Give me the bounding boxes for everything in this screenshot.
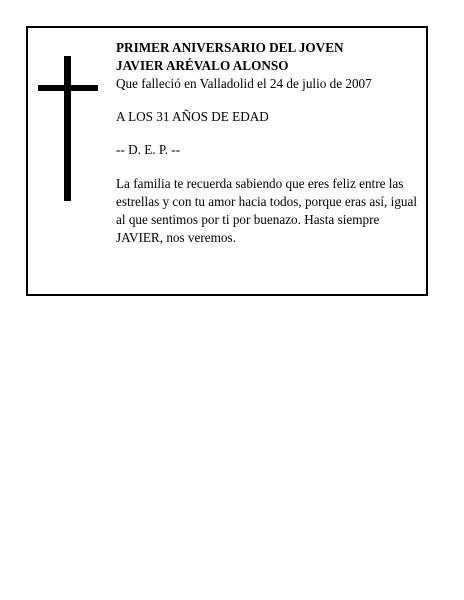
rip-line: -- D. E. P. -- xyxy=(116,142,181,157)
death-details: Que falleció en Valladolid el 24 de julio de 2007 xyxy=(116,76,372,91)
notice-content xyxy=(116,39,421,247)
cross-icon xyxy=(38,56,98,201)
age-details: A LOS 31 AÑOS DE EDAD xyxy=(116,109,269,124)
notice-title-line-1: PRIMER ANIVERSARIO DEL JOVEN xyxy=(116,40,344,55)
cross-vertical-bar xyxy=(64,56,71,201)
obituary-notice xyxy=(26,26,428,296)
notice-title-line-2: JAVIER ARÉVALO ALONSO xyxy=(116,58,289,73)
family-message: La familia te recuerda sabiendo que eres feliz entre las estrellas y con tu amor hacia todos, porque eras así, igual al que sentimos por ti por buenazo. Hasta siempre JAVIER, nos veremos. xyxy=(116,176,418,245)
cross-horizontal-bar xyxy=(38,85,98,91)
